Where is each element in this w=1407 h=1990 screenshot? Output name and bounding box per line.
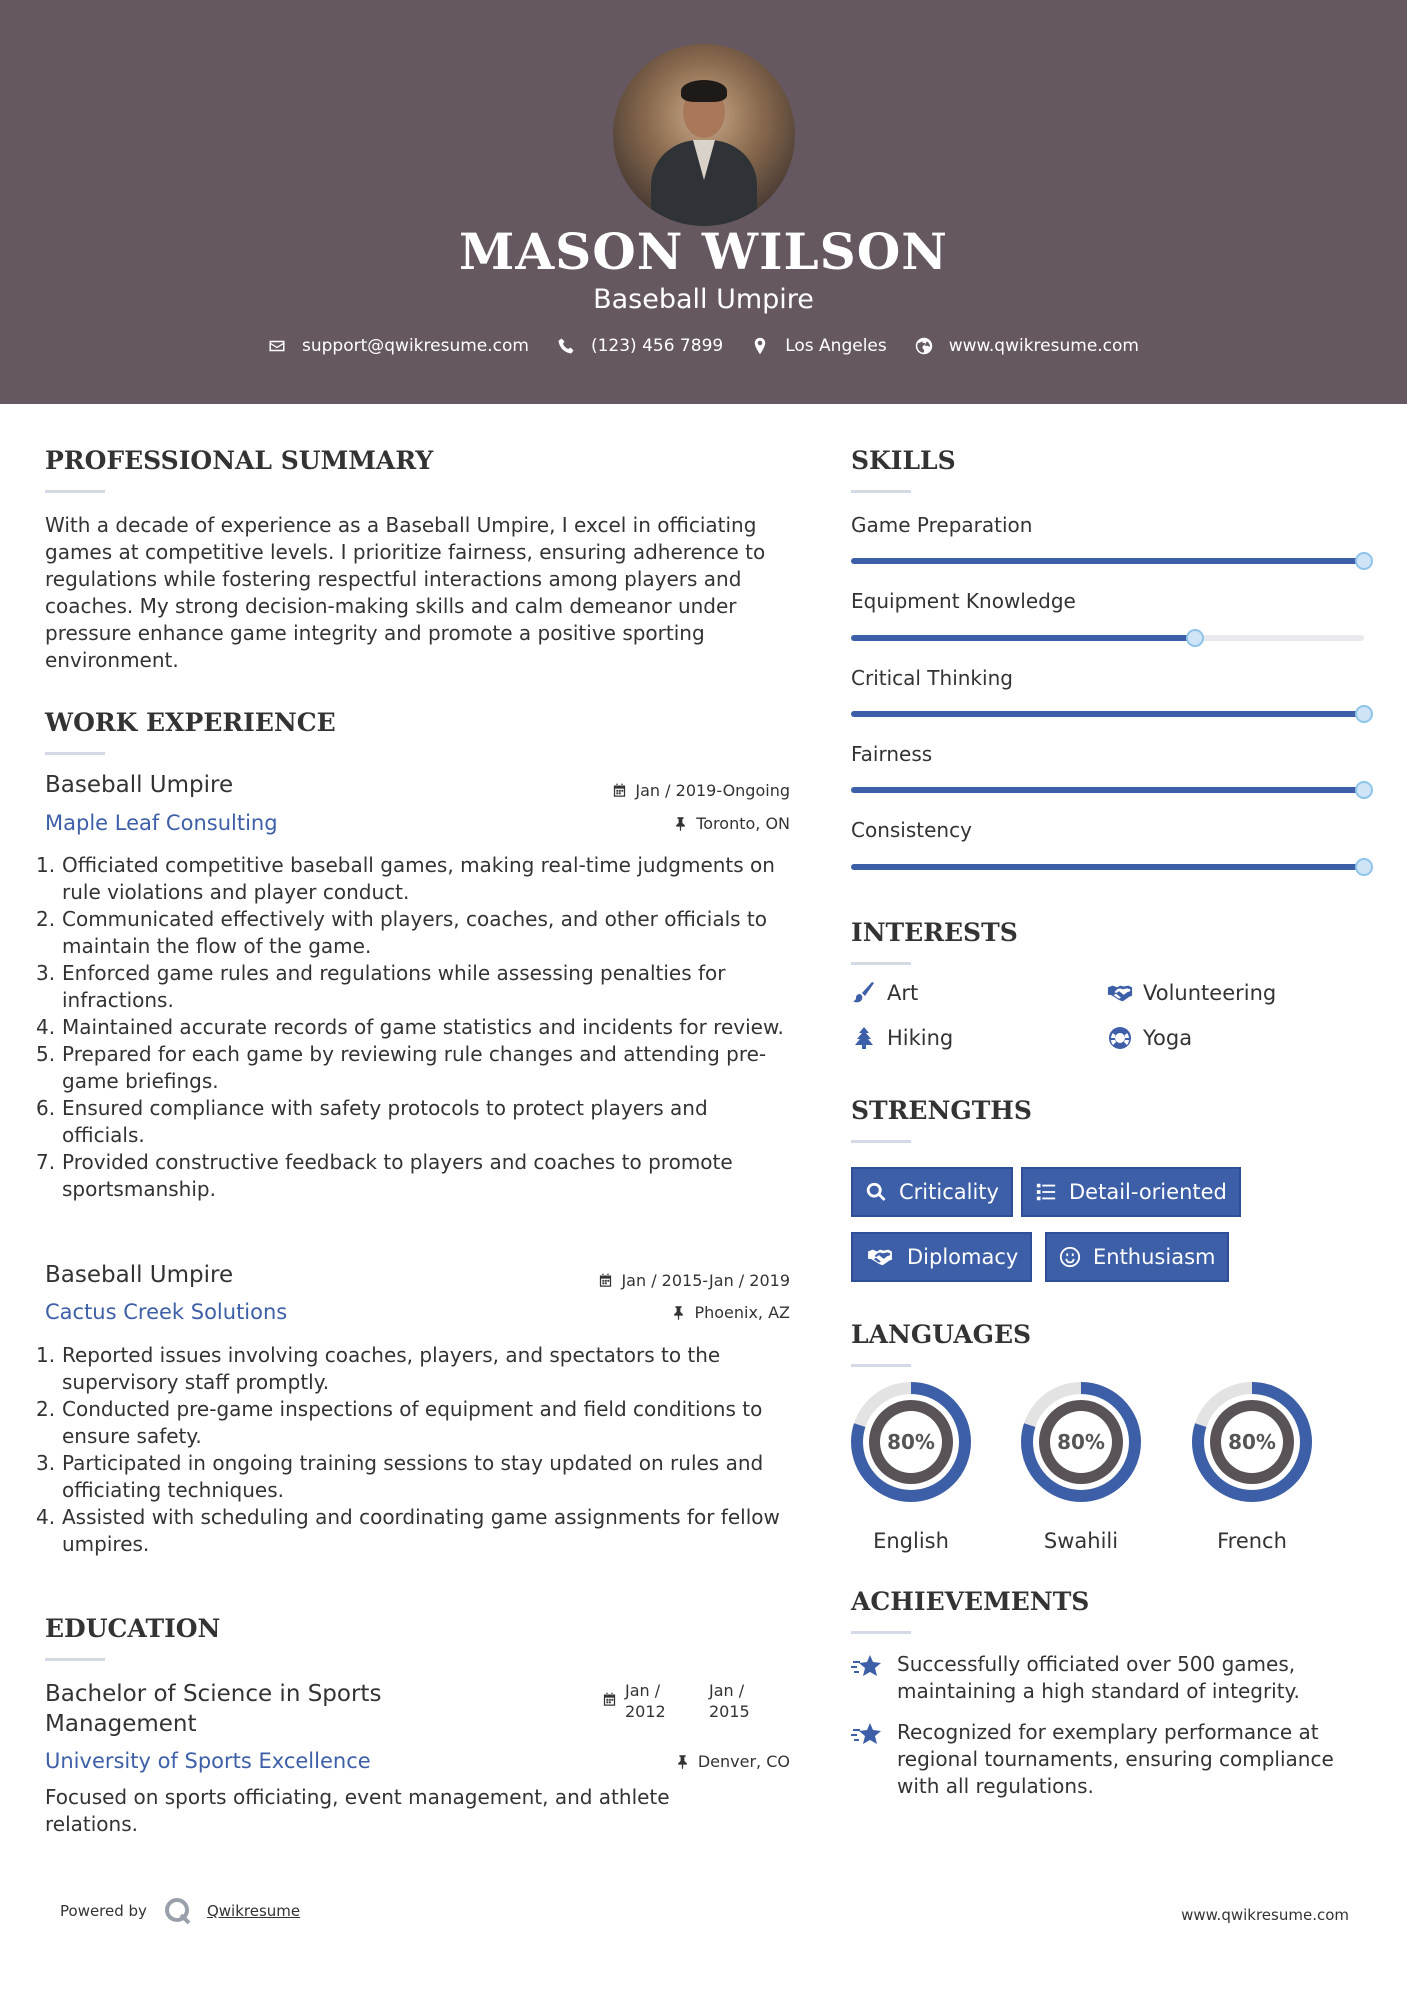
list-item: 7. Provided constructive feedback to players and coaches to promote sportsmanship.	[36, 1150, 733, 1201]
pushpin-icon	[675, 1754, 690, 1769]
education-location: Denver, CO	[520, 1752, 790, 1771]
contact-website[interactable]: www.qwikresume.com	[915, 336, 1139, 356]
skill-bar-knob	[1355, 552, 1373, 570]
calendar-icon	[612, 783, 627, 798]
phone-icon	[557, 337, 575, 355]
list-item: 4. Maintained accurate records of game statistics and incidents for review.	[36, 1015, 784, 1039]
pushpin-icon	[673, 816, 688, 831]
skills-heading: SKILLS	[851, 446, 956, 475]
contact-location: Los Angeles	[751, 336, 887, 356]
strengths-divider	[851, 1140, 911, 1143]
languages-divider	[851, 1364, 911, 1367]
interest-art: Art	[851, 981, 918, 1005]
achievements-divider	[851, 1631, 911, 1634]
skill-bar-knob	[1355, 781, 1373, 799]
pushpin-icon	[671, 1305, 686, 1320]
star-badge-icon	[851, 1653, 883, 1681]
star-badge-icon	[851, 1721, 883, 1749]
map-pin-icon	[751, 337, 769, 355]
language-english	[850, 1381, 972, 1553]
job-2-title: Baseball Umpire	[45, 1262, 234, 1288]
interest-hiking: Hiking	[851, 1026, 953, 1050]
life-ring-icon	[1107, 1026, 1133, 1050]
job-1-dates: Jan / 2019-Ongoing	[520, 781, 790, 800]
strength-badge-diplomacy: Diplomacy	[851, 1232, 1032, 1282]
skill-bar	[851, 558, 1364, 564]
skill-bar-fill	[851, 864, 1364, 870]
work-divider	[45, 752, 105, 755]
contact-email[interactable]: support@qwikresume.com	[268, 336, 529, 356]
handshake-icon	[865, 1246, 895, 1268]
skill-bar	[851, 635, 1364, 641]
achievement-item: Successfully officiated over 500 games, maintaining a high standard of integrity.	[851, 1651, 1371, 1705]
education-degree: Bachelor of Science in Sports Management	[45, 1681, 382, 1737]
list-item: 2. Conducted pre-game inspections of equipment and field conditions to ensure safety.	[36, 1397, 763, 1448]
list-item: 5. Prepared for each game by reviewing rule changes and attending pre-game briefings.	[36, 1042, 767, 1093]
list-item: 6. Ensured compliance with safety protocols to protect players and officials.	[36, 1096, 708, 1147]
skill-bar-fill	[851, 787, 1364, 793]
globe-icon	[915, 337, 933, 355]
list-item: 3. Participated in ongoing training sessions to stay updated on rules and officiating techniques.	[36, 1451, 764, 1502]
skill-bar-knob	[1355, 858, 1373, 876]
candidate-name: MASON WILSON	[459, 222, 948, 281]
job-2-duties	[36, 1342, 796, 1558]
interests-heading: INTERESTS	[851, 918, 1018, 947]
list-item: 1. Reported issues involving coaches, players, and spectators to the supervisory staff promptly.	[36, 1343, 721, 1394]
profile-photo	[613, 44, 795, 226]
interest-volunteering: Volunteering	[1107, 981, 1276, 1005]
candidate-title: Baseball Umpire	[593, 284, 814, 315]
strength-badge-enthusiasm: Enthusiasm	[1045, 1232, 1229, 1282]
job-2-dates: Jan / 2015-Jan / 2019	[520, 1271, 790, 1290]
list-item: 4. Assisted with scheduling and coordinating game assignments for fellow umpires.	[36, 1505, 780, 1556]
education-heading: EDUCATION	[45, 1614, 221, 1643]
skill-bar	[851, 787, 1364, 793]
interests-divider	[851, 962, 911, 965]
handshake-icon	[1107, 981, 1133, 1005]
smile-icon	[1059, 1246, 1081, 1268]
summary-text: With a decade of experience as a Baseball Umpire, I excel in officiating games at competitive levels. I prioritize fairness, ensuring adherence to regulations while fostering respectful interactions among players and coaches. My strong decision-making skills and calm demeanor under pressure enhance game integrity and promote a positive sporting environment.	[45, 513, 766, 672]
education-description: Focused on sports officiating, event management, and athlete relations.	[45, 1785, 670, 1836]
contact-phone[interactable]: (123) 456 7899	[557, 336, 723, 356]
list-item: 1. Officiated competitive baseball games, making real-time judgments on rule violations and player conduct.	[36, 853, 775, 904]
education-school: University of Sports Excellence	[45, 1749, 371, 1773]
language-french	[1191, 1381, 1313, 1553]
job-2-location: Phoenix, AZ	[520, 1303, 790, 1322]
search-icon	[865, 1181, 887, 1203]
skill-bar-fill	[851, 635, 1195, 641]
list-item: 3. Enforced game rules and regulations while assessing penalties for infractions.	[36, 961, 726, 1012]
skill-bar	[851, 711, 1364, 717]
language-label: French	[1217, 1529, 1287, 1553]
language-label: English	[873, 1529, 949, 1553]
strength-badge-detail-oriented: Detail-oriented	[1021, 1167, 1241, 1217]
achievement-item: Recognized for exemplary performance at regional tournaments, ensuring compliance with all regulations.	[851, 1719, 1371, 1800]
skill-bar-knob	[1355, 705, 1373, 723]
footer-powered-by: Powered by Qwikresume	[60, 1896, 300, 1926]
calendar-icon	[602, 1692, 617, 1707]
envelope-icon	[268, 337, 286, 355]
job-1-company: Maple Leaf Consulting	[45, 811, 278, 835]
skill-label: Consistency	[851, 818, 972, 842]
strengths-heading: STRENGTHS	[851, 1096, 1032, 1125]
language-percent: 80%	[1057, 1430, 1105, 1454]
paintbrush-icon	[851, 981, 877, 1005]
tree-icon	[851, 1026, 877, 1050]
job-1-title: Baseball Umpire	[45, 772, 234, 798]
skill-label: Fairness	[851, 742, 933, 766]
language-percent: 80%	[1228, 1430, 1276, 1454]
qwikresume-logo-icon	[163, 1896, 193, 1926]
qwikresume-link[interactable]: Qwikresume	[206, 1902, 301, 1920]
achievements-heading: ACHIEVEMENTS	[851, 1587, 1090, 1616]
work-heading: WORK EXPERIENCE	[45, 708, 336, 737]
list-item: 2. Communicated effectively with players, coaches, and other officials to maintain the flow of the game.	[36, 907, 768, 958]
skill-label: Critical Thinking	[851, 666, 1013, 690]
language-swahili	[1020, 1381, 1142, 1553]
skill-bar-fill	[851, 711, 1364, 717]
summary-heading: PROFESSIONAL SUMMARY	[45, 446, 434, 475]
education-divider	[45, 1658, 105, 1661]
footer-website[interactable]: www.qwikresume.com	[1181, 1906, 1349, 1924]
skill-label: Equipment Knowledge	[851, 589, 1076, 613]
summary-divider	[45, 490, 105, 493]
job-1-duties	[36, 852, 796, 1203]
skill-bar-knob	[1186, 629, 1204, 647]
skills-divider	[851, 490, 911, 493]
contact-bar	[0, 336, 1407, 356]
list-icon	[1035, 1181, 1057, 1203]
education-dates: Jan / 2012 Jan / 2015	[602, 1680, 769, 1722]
interest-yoga: Yoga	[1107, 1026, 1192, 1050]
strength-badge-criticality: Criticality	[851, 1167, 1013, 1217]
skill-bar	[851, 864, 1364, 870]
job-1-location: Toronto, ON	[520, 814, 790, 833]
languages-heading: LANGUAGES	[851, 1320, 1032, 1349]
job-2-company: Cactus Creek Solutions	[45, 1300, 288, 1324]
skill-bar-fill	[851, 558, 1364, 564]
calendar-icon	[598, 1273, 613, 1288]
skill-label: Game Preparation	[851, 513, 1033, 537]
resume-header	[0, 0, 1407, 404]
language-label: Swahili	[1043, 1529, 1119, 1553]
language-percent: 80%	[887, 1430, 935, 1454]
